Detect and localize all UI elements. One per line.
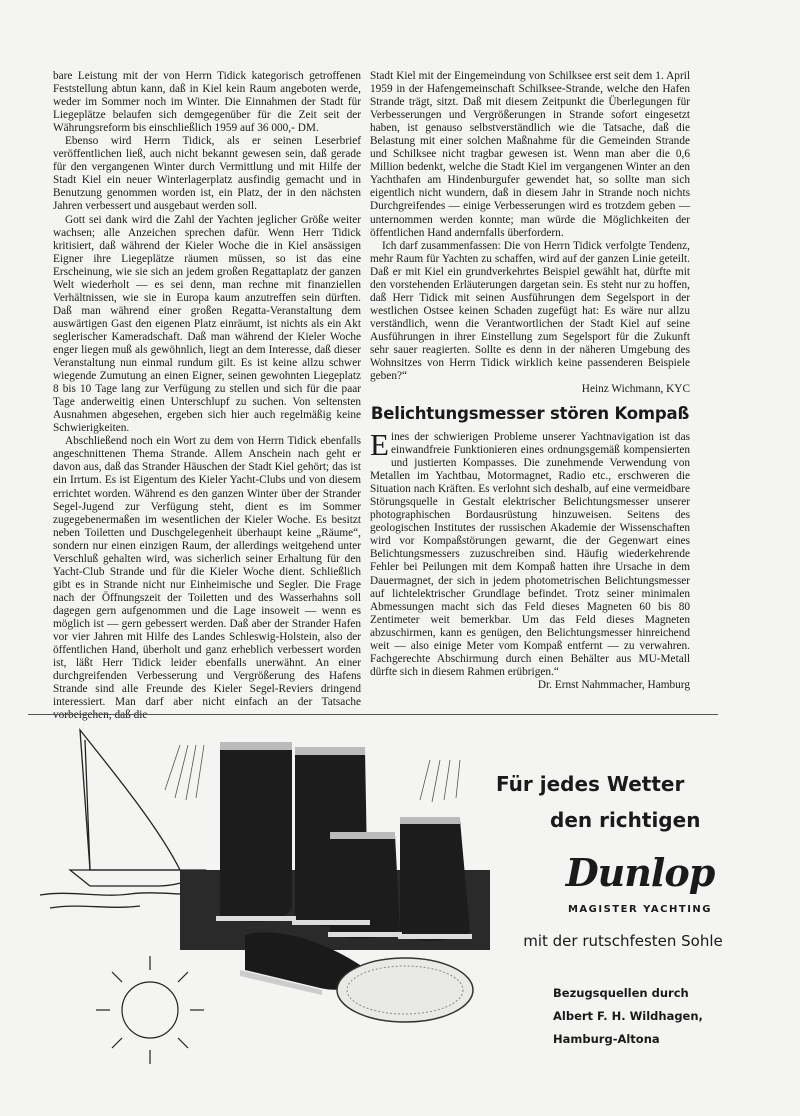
- right-paragraph-1: Stadt Kiel mit der Eingemeindung von Schilksee erst seit dem 1. April 1959 in der Hafengemeinschaft Schilksee-Strande, welche den Hafen Strande trägt, sitzt. Daß mit diesem Zeitpunkt die Überlegungen für Verbesserungen und Vergrößerungen in Strande sofort eingesetzt haben, ist genauso selbstverständlich wie die Tatsache, daß die Belastung mit einer solchen Maßnahme für die Gemeinden Strande und Schilksee nicht tragbar gewesen ist. Wenn man aber die 0,6 Million bedenkt, welche die Stadt Kiel im vergangenen Winter an den Yachthafen am Hindenburgufer gewendet hat, so sollte man sich eigentlich nicht wundern, daß in diesem Jahr in Strande noch nichts Durchgreifendes — einige Verbesserungen wird es trotzdem geben — unternommen werden konnte; man würde die Möglichkeiten der öffentlichen Hand andernfalls überfordern.: [370, 70, 690, 239]
- left-paragraph-2: Ebenso wird Herrn Tidick, als er seinen Leserbrief veröffentlichen ließ, auch nicht bekannt gewesen sein, daß gerade für den vergangenen Winter durch Vermittlung und mit Hilfe der Stadt Kiel ein neuer Winterlagerplatz ausfindig gemacht und in Benutzung genommen worden ist, ein Platz, der in den nächsten Jahren verbessert und ausgebaut werden soll.: [53, 135, 361, 213]
- ad-source-line-1: Bezugsquellen durch: [553, 986, 689, 1000]
- ad-sources: [553, 982, 733, 1051]
- article-title: Belichtungsmesser stören Kompaß: [370, 404, 690, 423]
- ad-source-line-3: Hamburg-Altona: [553, 1032, 660, 1046]
- left-column: [53, 70, 361, 722]
- dunlop-logo: Dunlop: [565, 850, 715, 895]
- article-dropcap: E: [370, 427, 389, 462]
- section-divider: [28, 714, 718, 715]
- left-paragraph-1: bare Leistung mit der von Herrn Tidick kategorisch getroffenen Feststellung abtun kann, daß in Kiel kein Raum angeboten werde, weder im Sommer noch im Winter. Die Einnahmen der Stadt für Liegeplätze belaufen sich demgegenüber für die Zeit seit der Währungsreform bis einschließlich 1959 auf 36 000,- DM.: [53, 70, 361, 135]
- letter-signature: Heinz Wichmann, KYC: [581, 383, 690, 396]
- ad-subline: MAGISTER YACHTING: [567, 904, 712, 915]
- left-paragraph-4: Abschließend noch ein Wort zu dem von Herrn Tidick ebenfalls angeschnittenen Thema Strande. Allem Anschein nach geht er davon aus, daß das Strander Häuschen der Stadt Kiel gehört; das ist ein Irrtum. Es ist Eigentum des Kieler Yacht-Clubs und von diesem errichtet worden. Während es den ganzen Winter über der Strander Segel-Jugend zur Verfügung steht, dient es im Sommer zugegebenermaßen im wesentlichen der Kieler Woche. Es besitzt neben Toiletten und Duschgelegenheit überhaupt keine „Räume“, sondern nur einen einzigen Raum, der allerdings weitgehend unter Verschluß gehalten wird, was sicherlich seiner Erhaltung für den Yacht-Club Strande und für die Kieler Woche dient. Schließlich gibt es in Strande nicht nur Einheimische und Segler. Die Frage nach der Öffnungszeit der Toiletten und des Wasserhahns soll dagegen gern aufgenommen und die Lage insoweit — wenn es möglich ist — gern gebessert werden. Daß aber der Strander Hafen vor vier Jahren mit Hilfe des Landes Schleswig-Holstein, also der öffentlichen Hand, überholt und ganz erheblich verbessert worden ist, läßt Herr Tidick leider ebenfalls unerwähnt. An einer durchgreifenden Verbesserung und Vergrößerung des Hafens Strande sind alle Freunde des Kieler Segel-Reviers dringend interessiert. Man darf aber nicht einfach an der Tatsache vorbeigehen, daß die: [53, 435, 361, 722]
- ad-tagline: mit der rutschfesten Sohle: [523, 932, 723, 950]
- article-body: [370, 427, 690, 692]
- boots-illustration: [30, 720, 500, 1080]
- shoe-sole: [337, 958, 473, 1022]
- dunlop-advertisement: [30, 720, 730, 1100]
- sun-sketch: [96, 956, 204, 1064]
- right-paragraph-2: Ich darf zusammenfassen: Die von Herrn Tidick verfolgte Tendenz, mehr Raum für Yachten zu schaffen, wird auf der ganzen Linie geteilt. Daß er mit Kiel ein grundverkehrtes Beispiel gewählt hat, dürfte mit den vorstehenden Erläuterungen dargetan sein. Es steht nur zu hoffen, daß Herr Tidick mit seinen Ausführungen dem Segelsport in der westlichen Ostsee keinen Schaden zugefügt hat: Es wäre nur allzu verständlich, wenn die Verantwortlichen der Stadt Kiel auf seine Ausführungen in ihrer Einstellung zum Segelsport für die Zukunft sehr sauer reagierten. Sollte es denn in der näheren Umgebung des Wohnsitzes von Herrn Tidick wirklich keine passenderen Beispiele geben?“: [370, 239, 690, 383]
- left-paragraph-3: Gott sei dank wird die Zahl der Yachten jeglicher Größe weiter wachsen; alle Anzeichen sprechen dafür. Wenn Herr Tidick kritisiert, daß während der Kieler Woche die in Kiel ansässigen Eigner ihre Liegeplätze räumen müssen, so ist das eine Erscheinung, wie sie sich an jedem großen Regattaplatz der ganzen Welt wiederholt — es sei denn, man rechne mit finanziellen Verhältnissen, wie sie in Europa kaum anzutreffen sein dürften. Daß man während einer großen Regatta-Veranstaltung dem auswärtigen Gast den eigenen Platz einräumt, ist nichts als ein Akt seglerischer Kameradschaft. Daß man während der Kieler Woche enger liegen muß als gewöhnlich, liegt an dem Interesse, daß dieser Veranstaltung nun einmal rundum gilt. Es ist keine allzu schwer wiegende Zumutung an einen Eigner, seinen gewohnten Liegeplatz 8 bis 10 Tage lang zur Verfügung zu stellen und sich für die paar Tage anderweitig einen Unterschlupf zu suchen. Von seltensten Ausnahmen abgesehen, ergeben sich hier auch regelmäßig keine Schwierigkeiten.: [53, 213, 361, 435]
- article-text: ines der schwierigen Probleme unserer Yachtnavigation ist das einwandfreie Funktionieren eines ordnungsgemäß kompensierten und justierten Kompasses. Die zunehmende Verwendung von Metallen im Yachtbau, Motormagnet, Radio etc., erschweren die Situation nach Kräften. Es verlohnt sich deshalb, auf eine vermeidbare Störungsquelle in Gestalt elektrischer Belichtungsmesser unserer photographischen Bordausrüstung hinzuweisen. Seitens des geologischen Institutes der russischen Akademie der Wissenschaften wird vor Kompaßstörungen gewarnt, die der Gegenwart eines Belichtungsmessers zuzuschreiben sind. Häufig wiederkehrende Fehler bei Peilungen mit dem Kompaß hatten ihre Ursache in dem Dauermagnet, der sich in jedem photometrischen Belichtungsmesser auf lichtelektrischer Grundlage befindet. Trotz seiner minimalen Abmessungen macht sich das Feld dieses Magneten 60 bis 80 Zentimeter weit bemerkbar. Um das Feld dieses Magneten abzuschirmen, kann es genügen, den Belichtungsmesser hinreichend weit — also einige Meter vom Kompaß entfernt — zu verwahren. Fachgerechte Abschirmung durch einen Behälter aus MU-Metall dürfte sich in diesem Rahmen erübrigen.“: [370, 431, 690, 678]
- article-signature: Dr. Ernst Nahmmacher, Hamburg: [537, 678, 690, 691]
- right-column: [370, 70, 690, 396]
- ad-headline-1: Für jedes Wetter: [496, 772, 685, 796]
- ad-headline-2: den richtigen: [550, 808, 701, 832]
- ad-source-line-2: Albert F. H. Wildhagen,: [553, 1009, 703, 1023]
- tall-boots: [220, 742, 470, 941]
